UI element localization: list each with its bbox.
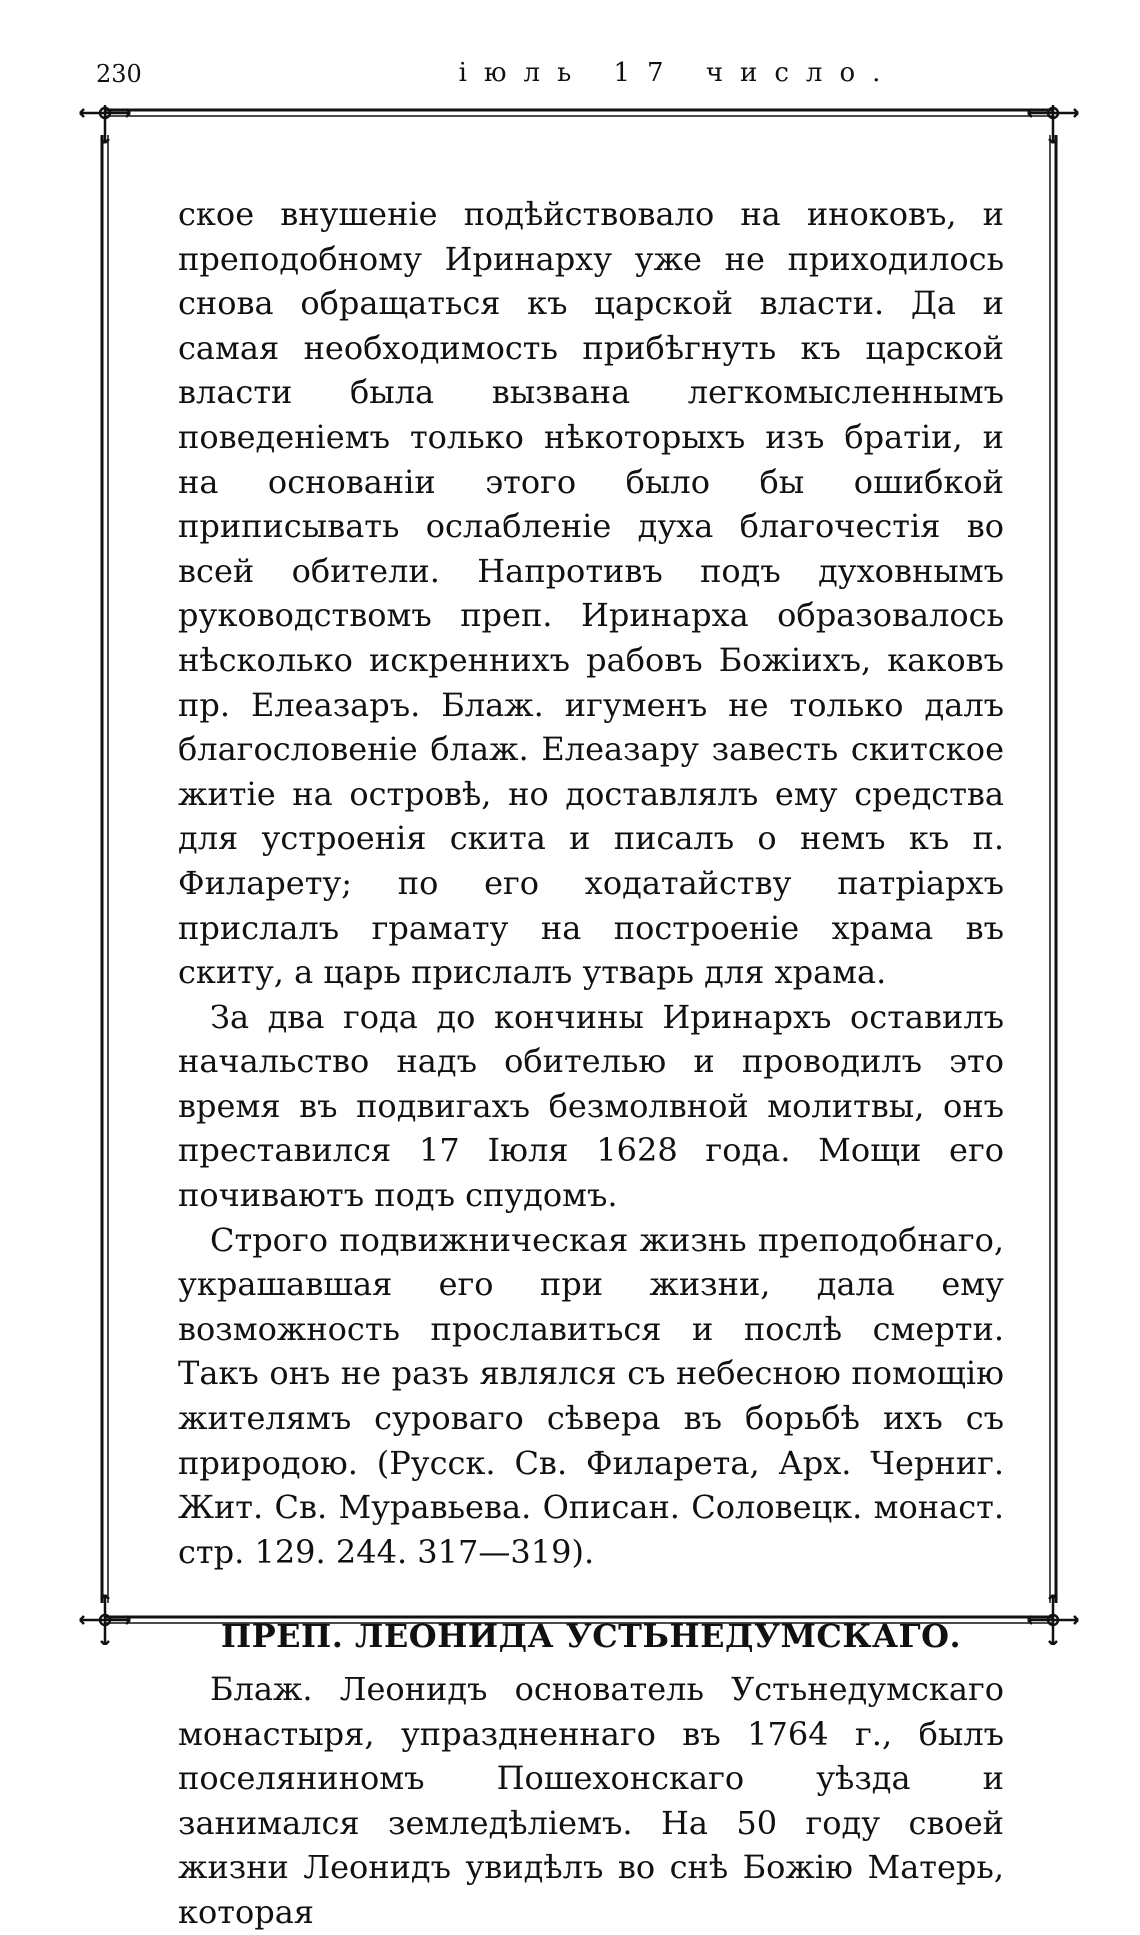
section-paragraph: Блаж. Леонидъ основатель Устьнедумскаго монастыря, упраздненнаго въ 1764 г., былъ поселяниномъ Пошехонскаго уѣзда и занимался земледѣліемъ. На 50 году своей жизни Леонидъ увидѣлъ во снѣ Божію Матерь, которая	[178, 1670, 1004, 1931]
paragraph-3: Строго подвижническая жизнь преподобнаго, украшавшая его при жизни, дала ему возможность прославиться и послѣ смерти. Такъ онъ не разъ являлся съ небесною помощію жителямъ суроваго сѣвера въ борьбѣ ихъ съ природою. (Русск. Св. Филарета, Арх. Черниг. Жит. Св. Муравьева. Описан. Соловецк. монаст. стр. 129. 244. 317—319).	[178, 1220, 1004, 1571]
paragraph-2: За два года до кончины Иринархъ оставилъ начальство надъ обителью и проводилъ это время въ подвигахъ безмолвной молитвы, онъ преставился 17 Іюля 1628 года. Мощи его почиваютъ подъ спудомъ.	[178, 997, 1004, 1215]
main-text	[178, 192, 1004, 1935]
paragraph-1: ское внушеніе подѣйствовало на иноковъ, и преподобному Иринарху уже не приходилось снова обращаться къ царской власти. Да и самая необходимость прибѣгнуть къ царской власти была вызвана легкомысленнымъ поведеніемъ только нѣкоторыхъ изъ братіи, и на основаніи этого было бы ошибкой приписывать ослабленіе духа благочестія во всей обители. Напротивъ подъ духовнымъ руководствомъ преп. Иринарха образовалось нѣсколько искреннихъ рабовъ Божіихъ, каковъ пр. Елеазаръ. Блаж. игуменъ не только далъ благословеніе блаж. Елеазару завесть скитское житіе на островѣ, но доставлялъ ему средства для устроенія скита и писалъ о немъ къ п. Филарету; по его ходатайству патріархъ прислалъ грамату на построеніе храма въ скиту, а царь прислалъ утварь для храма.	[178, 195, 1004, 992]
page-number: 230	[96, 60, 142, 88]
corner-ornament-bottom-left	[80, 1595, 130, 1645]
section-title: ПРЕП. ЛЕОНИДА УСТЬНЕДУМСКАГО.	[220, 1617, 962, 1656]
running-head: іюль 17 число.	[458, 58, 898, 88]
corner-ornament-bottom-right	[1028, 1595, 1078, 1645]
page-header	[96, 52, 1030, 92]
